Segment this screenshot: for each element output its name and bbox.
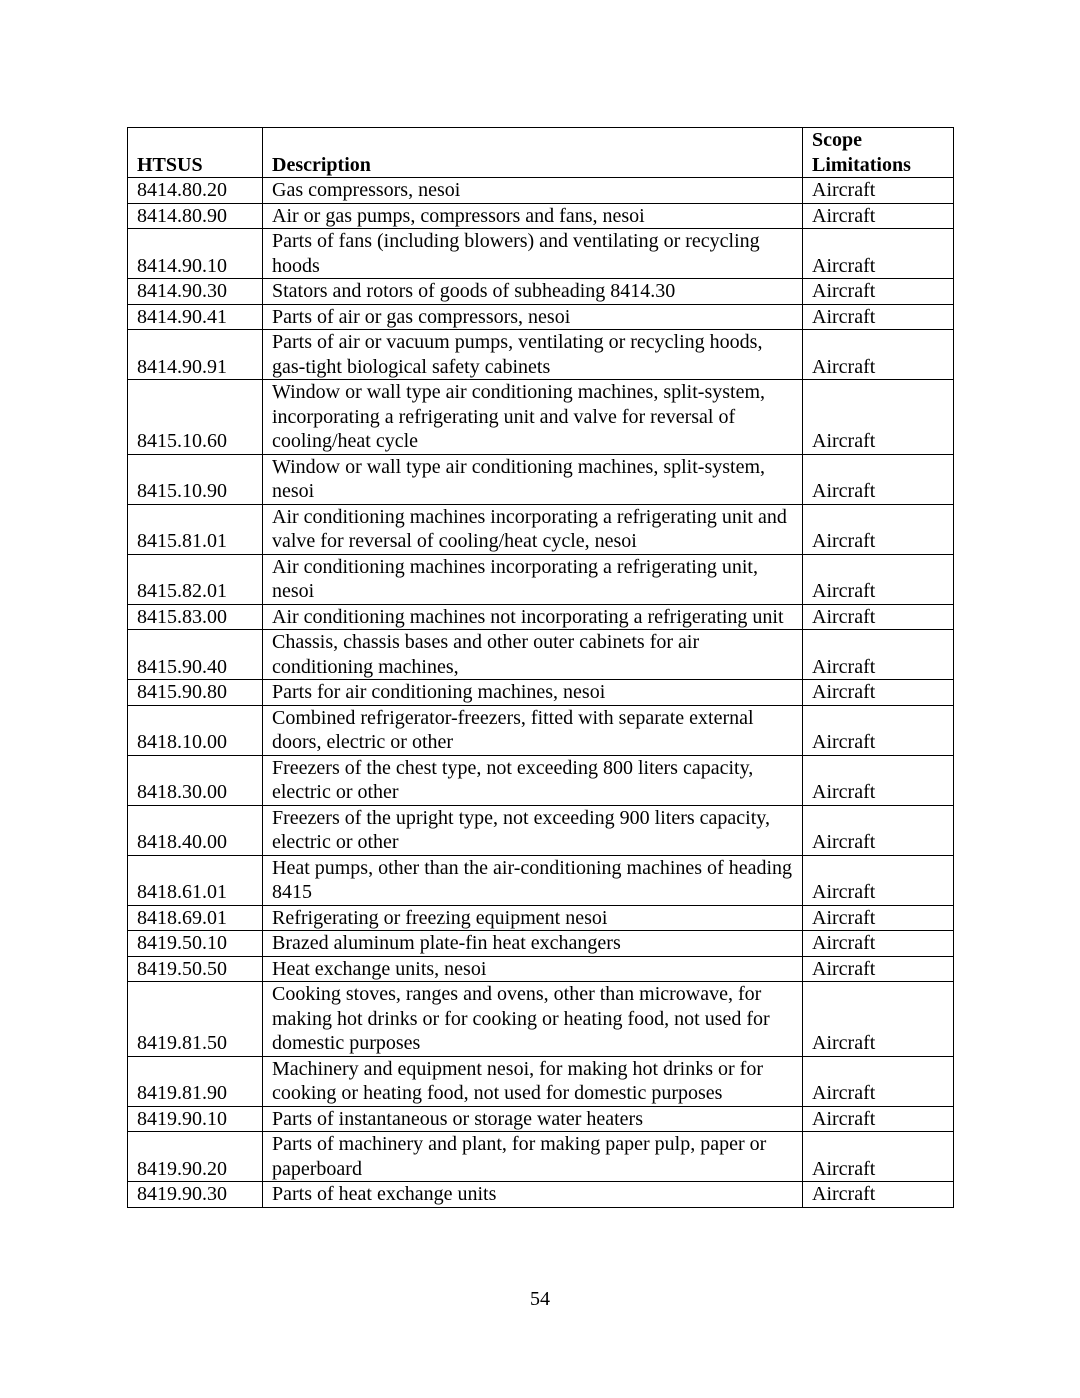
table-row bbox=[128, 1182, 954, 1208]
scope-limitation-cell: Aircraft bbox=[803, 905, 954, 931]
description-cell: Machinery and equipment nesoi, for making hot drinks or for cooking or heating food, not used for domestic purposes bbox=[263, 1056, 803, 1106]
scope-limitation-cell: Aircraft bbox=[803, 304, 954, 330]
table-row bbox=[128, 855, 954, 905]
scope-limitation-cell: Aircraft bbox=[803, 956, 954, 982]
scope-limitation-cell: Aircraft bbox=[803, 680, 954, 706]
scope-limitation-cell: Aircraft bbox=[803, 705, 954, 755]
scope-limitation-cell: Aircraft bbox=[803, 855, 954, 905]
htsus-code-cell: 8414.90.41 bbox=[128, 304, 263, 330]
htsus-table bbox=[127, 127, 954, 1208]
htsus-code-cell: 8419.50.50 bbox=[128, 956, 263, 982]
description-cell: Air conditioning machines not incorporating a refrigerating unit bbox=[263, 604, 803, 630]
description-cell: Parts of fans (including blowers) and ventilating or recycling hoods bbox=[263, 229, 803, 279]
scope-limitation-cell: Aircraft bbox=[803, 380, 954, 455]
scope-limitation-cell: Aircraft bbox=[803, 178, 954, 204]
description-cell: Parts of instantaneous or storage water heaters bbox=[263, 1106, 803, 1132]
description-cell: Cooking stoves, ranges and ovens, other than microwave, for making hot drinks or for cooking or heating food, not used for domestic purposes bbox=[263, 982, 803, 1057]
description-cell: Window or wall type air conditioning machines, split-system, incorporating a refrigerating unit and valve for reversal of cooling/heat cycle bbox=[263, 380, 803, 455]
description-cell: Chassis, chassis bases and other outer cabinets for air conditioning machines, bbox=[263, 630, 803, 680]
description-cell: Parts of air or vacuum pumps, ventilating or recycling hoods, gas-tight biological safety cabinets bbox=[263, 330, 803, 380]
description-cell: Gas compressors, nesoi bbox=[263, 178, 803, 204]
htsus-code-cell: 8418.30.00 bbox=[128, 755, 263, 805]
htsus-code-cell: 8419.90.30 bbox=[128, 1182, 263, 1208]
htsus-code-cell: 8415.10.60 bbox=[128, 380, 263, 455]
description-cell: Parts for air conditioning machines, nesoi bbox=[263, 680, 803, 706]
description-cell: Heat pumps, other than the air-conditioning machines of heading 8415 bbox=[263, 855, 803, 905]
htsus-code-cell: 8414.90.10 bbox=[128, 229, 263, 279]
page-number: 54 bbox=[530, 1288, 550, 1310]
scope-limitation-cell: Aircraft bbox=[803, 203, 954, 229]
header-scope-limitations: Scope Limitations bbox=[803, 128, 954, 178]
htsus-code-cell: 8418.40.00 bbox=[128, 805, 263, 855]
description-cell: Freezers of the upright type, not exceeding 900 liters capacity, electric or other bbox=[263, 805, 803, 855]
description-cell: Air or gas pumps, compressors and fans, nesoi bbox=[263, 203, 803, 229]
table-body bbox=[128, 178, 954, 1208]
htsus-code-cell: 8418.61.01 bbox=[128, 855, 263, 905]
table-row bbox=[128, 905, 954, 931]
htsus-code-cell: 8419.81.90 bbox=[128, 1056, 263, 1106]
header-description: Description bbox=[263, 128, 803, 178]
table-row bbox=[128, 805, 954, 855]
htsus-code-cell: 8419.50.10 bbox=[128, 931, 263, 957]
table-row bbox=[128, 705, 954, 755]
description-cell: Stators and rotors of goods of subheading 8414.30 bbox=[263, 279, 803, 305]
htsus-code-cell: 8415.81.01 bbox=[128, 504, 263, 554]
scope-limitation-cell: Aircraft bbox=[803, 805, 954, 855]
table-row bbox=[128, 755, 954, 805]
table-row bbox=[128, 380, 954, 455]
scope-limitation-cell: Aircraft bbox=[803, 1132, 954, 1182]
table-row bbox=[128, 1056, 954, 1106]
scope-limitation-cell: Aircraft bbox=[803, 630, 954, 680]
description-cell: Freezers of the chest type, not exceeding 800 liters capacity, electric or other bbox=[263, 755, 803, 805]
table-row bbox=[128, 956, 954, 982]
header-htsus: HTSUS bbox=[128, 128, 263, 178]
scope-limitation-cell: Aircraft bbox=[803, 604, 954, 630]
table-row bbox=[128, 630, 954, 680]
scope-limitation-cell: Aircraft bbox=[803, 454, 954, 504]
scope-limitation-cell: Aircraft bbox=[803, 504, 954, 554]
table-row bbox=[128, 229, 954, 279]
description-cell: Parts of heat exchange units bbox=[263, 1182, 803, 1208]
scope-limitation-cell: Aircraft bbox=[803, 755, 954, 805]
scope-limitation-cell: Aircraft bbox=[803, 330, 954, 380]
htsus-code-cell: 8419.81.50 bbox=[128, 982, 263, 1057]
table-row bbox=[128, 680, 954, 706]
table-row bbox=[128, 330, 954, 380]
htsus-code-cell: 8415.90.80 bbox=[128, 680, 263, 706]
description-cell: Air conditioning machines incorporating a refrigerating unit and valve for reversal of cooling/heat cycle, nesoi bbox=[263, 504, 803, 554]
htsus-code-cell: 8419.90.20 bbox=[128, 1132, 263, 1182]
scope-limitation-cell: Aircraft bbox=[803, 279, 954, 305]
htsus-code-cell: 8418.10.00 bbox=[128, 705, 263, 755]
htsus-code-cell: 8415.90.40 bbox=[128, 630, 263, 680]
table-row bbox=[128, 178, 954, 204]
scope-limitation-cell: Aircraft bbox=[803, 982, 954, 1057]
table-row bbox=[128, 554, 954, 604]
table-row bbox=[128, 931, 954, 957]
scope-limitation-cell: Aircraft bbox=[803, 554, 954, 604]
table-row bbox=[128, 982, 954, 1057]
table-row bbox=[128, 304, 954, 330]
table-row bbox=[128, 454, 954, 504]
description-cell: Parts of machinery and plant, for making paper pulp, paper or paperboard bbox=[263, 1132, 803, 1182]
scope-limitation-cell: Aircraft bbox=[803, 1106, 954, 1132]
table-row bbox=[128, 1106, 954, 1132]
htsus-code-cell: 8415.83.00 bbox=[128, 604, 263, 630]
description-cell: Combined refrigerator-freezers, fitted with separate external doors, electric or other bbox=[263, 705, 803, 755]
scope-limitation-cell: Aircraft bbox=[803, 1182, 954, 1208]
table-row bbox=[128, 279, 954, 305]
htsus-code-cell: 8418.69.01 bbox=[128, 905, 263, 931]
table-row bbox=[128, 1132, 954, 1182]
scope-limitation-cell: Aircraft bbox=[803, 931, 954, 957]
htsus-code-cell: 8415.10.90 bbox=[128, 454, 263, 504]
scope-limitation-cell: Aircraft bbox=[803, 1056, 954, 1106]
description-cell: Brazed aluminum plate-fin heat exchangers bbox=[263, 931, 803, 957]
htsus-code-cell: 8414.90.91 bbox=[128, 330, 263, 380]
htsus-code-cell: 8414.80.90 bbox=[128, 203, 263, 229]
description-cell: Heat exchange units, nesoi bbox=[263, 956, 803, 982]
htsus-code-cell: 8415.82.01 bbox=[128, 554, 263, 604]
htsus-code-cell: 8414.80.20 bbox=[128, 178, 263, 204]
description-cell: Parts of air or gas compressors, nesoi bbox=[263, 304, 803, 330]
table-row bbox=[128, 203, 954, 229]
table-row bbox=[128, 504, 954, 554]
htsus-code-cell: 8414.90.30 bbox=[128, 279, 263, 305]
scope-limitation-cell: Aircraft bbox=[803, 229, 954, 279]
table-header-row bbox=[128, 128, 954, 178]
htsus-code-cell: 8419.90.10 bbox=[128, 1106, 263, 1132]
description-cell: Refrigerating or freezing equipment nesoi bbox=[263, 905, 803, 931]
description-cell: Air conditioning machines incorporating a refrigerating unit, nesoi bbox=[263, 554, 803, 604]
table-row bbox=[128, 604, 954, 630]
description-cell: Window or wall type air conditioning machines, split-system, nesoi bbox=[263, 454, 803, 504]
